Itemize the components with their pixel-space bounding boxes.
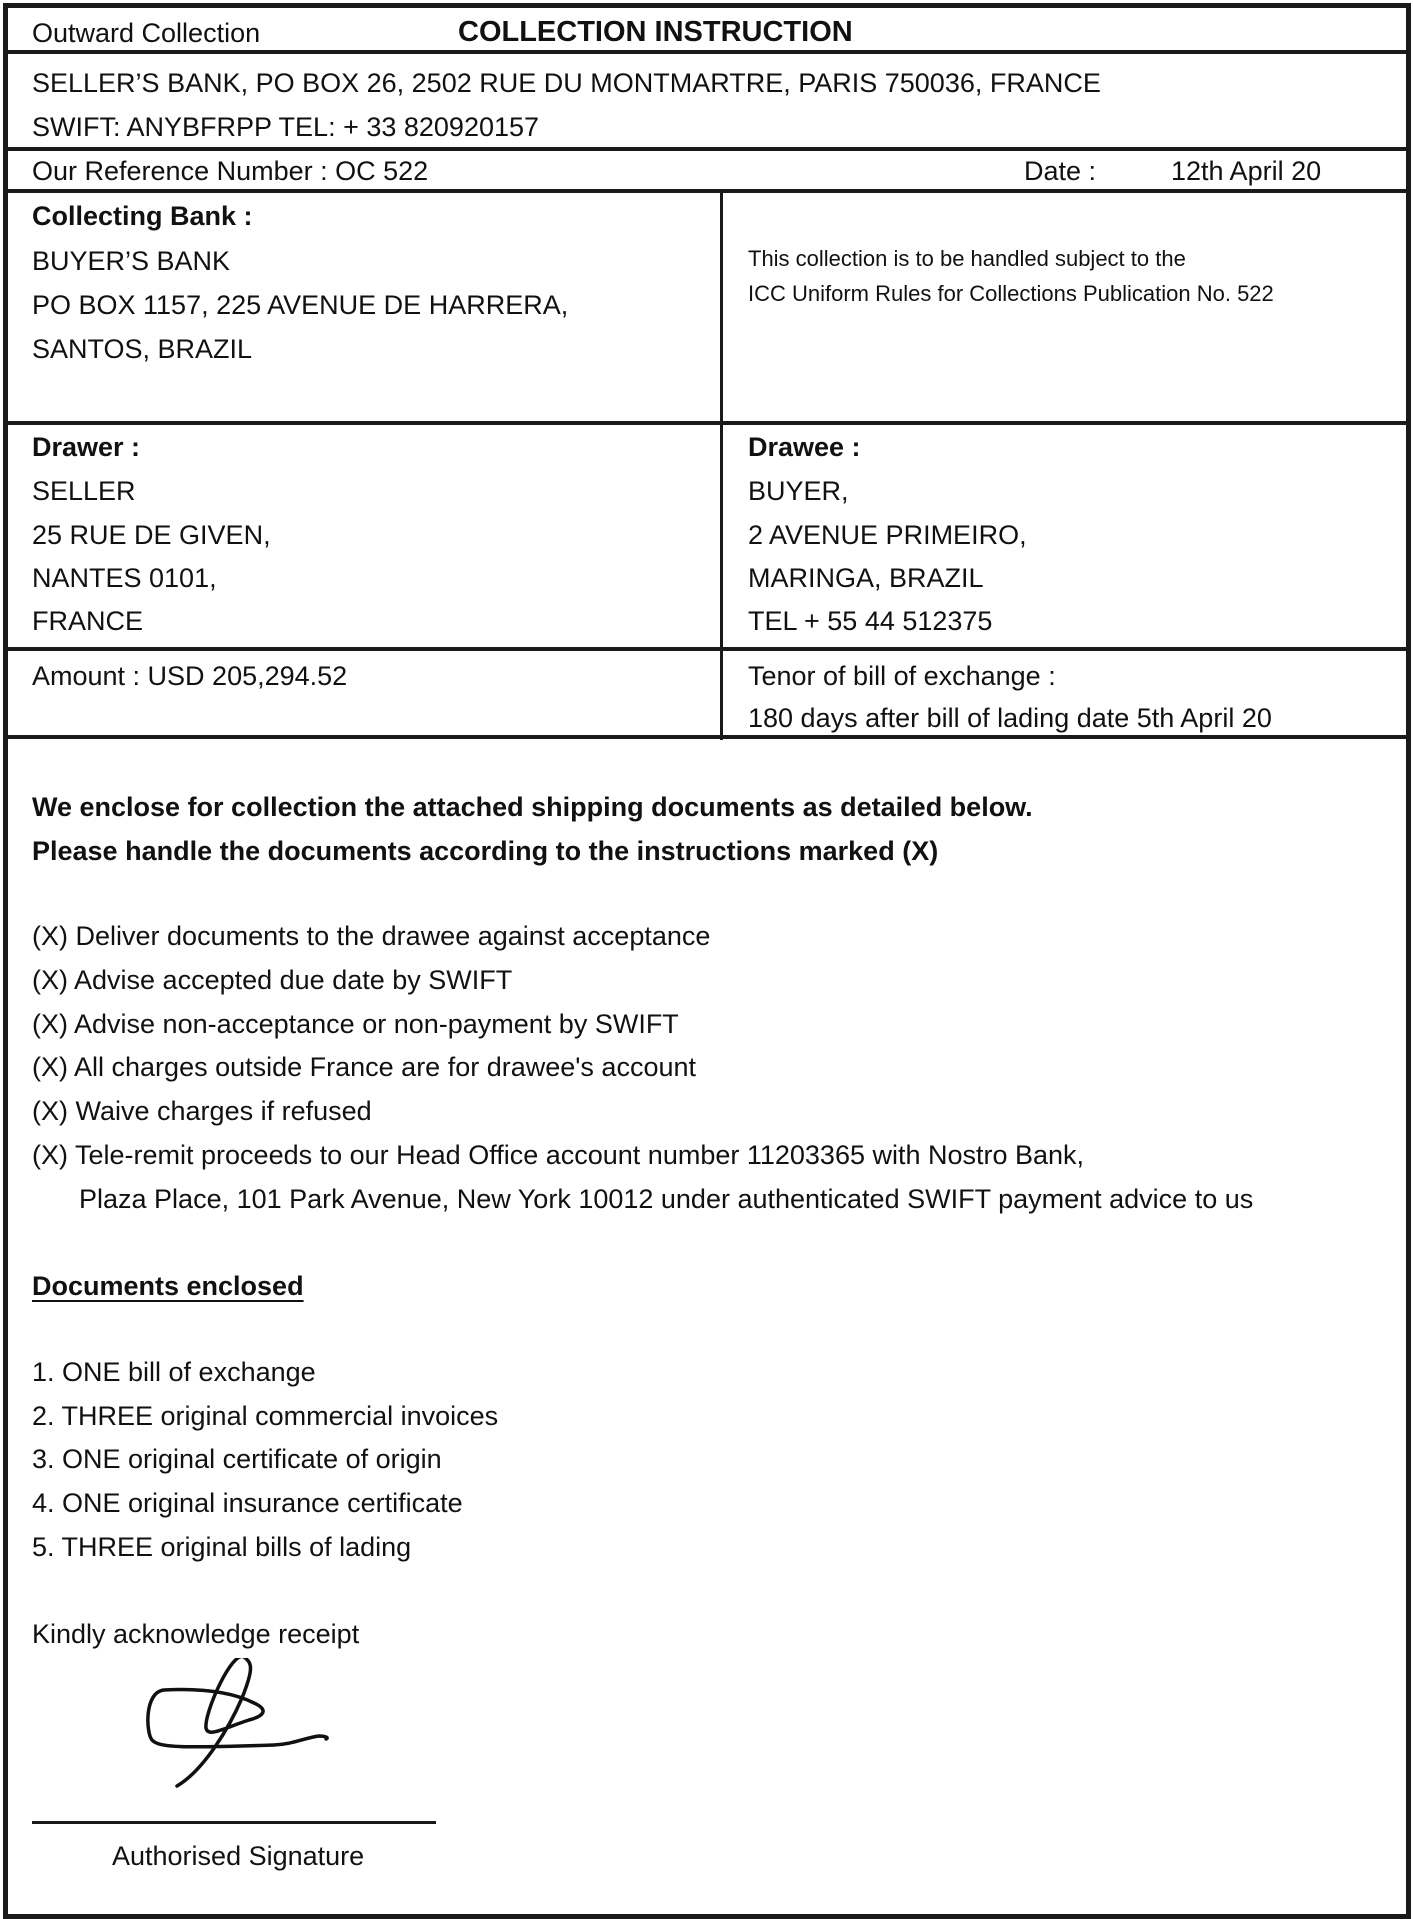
instruction-text: Tele-remit proceeds to our Head Office account number 11203365 with Nostro Bank,	[75, 1140, 1085, 1170]
drawee-line: MARINGA, BRAZIL	[748, 563, 984, 593]
instruction-item	[32, 967, 512, 994]
drawer-line: 25 RUE DE GIVEN,	[32, 520, 271, 550]
document-item: 1. ONE bill of exchange	[32, 1357, 316, 1387]
remitting-bank-contact: SWIFT: ANYBFRPP TEL: + 33 820920157	[32, 112, 540, 142]
instruction-mark: (X)	[32, 1052, 68, 1082]
instruction-continuation: Plaza Place, 101 Park Avenue, New York 10012 under authenticated SWIFT payment advice to us	[79, 1184, 1254, 1214]
drawee-line: TEL + 55 44 512375	[748, 606, 993, 636]
drawer-line: FRANCE	[32, 606, 144, 636]
drawer-line: NANTES 0101,	[32, 563, 217, 593]
date-label: Date :	[1024, 156, 1097, 186]
tenor-label: Tenor of bill of exchange :	[748, 661, 1056, 691]
document-item: 4. ONE original insurance certificate	[32, 1488, 463, 1518]
divider	[8, 189, 1406, 193]
date-value: 12th April 20	[1171, 156, 1322, 186]
divider	[8, 50, 1406, 54]
instruction-item	[32, 1142, 1084, 1169]
collecting-bank-line: SANTOS, BRAZIL	[32, 334, 253, 364]
instruction-item	[32, 1011, 679, 1038]
drawee-line: 2 AVENUE PRIMEIRO,	[748, 520, 1027, 550]
instruction-text: All charges outside France are for drawee's account	[74, 1052, 696, 1082]
divider	[8, 421, 1406, 425]
document-item: 5. THREE original bills of lading	[32, 1532, 412, 1562]
collecting-bank-line: BUYER’S BANK	[32, 246, 231, 276]
instruction-mark: (X)	[32, 921, 68, 951]
collecting-bank-label: Collecting Bank :	[32, 201, 253, 231]
documents-heading: Documents enclosed	[32, 1271, 304, 1301]
divider	[8, 647, 1406, 651]
closing-text: Kindly acknowledge receipt	[32, 1619, 360, 1649]
instruction-text: Advise non-acceptance or non-payment by SWIFT	[74, 1009, 679, 1039]
instruction-text: Advise accepted due date by SWIFT	[74, 965, 513, 995]
urc-note-line: This collection is to be handled subject to the	[748, 246, 1186, 271]
remitting-bank-address: SELLER’S BANK, PO BOX 26, 2502 RUE DU MONTMARTRE, PARIS 750036, FRANCE	[32, 68, 1101, 98]
divider	[8, 735, 1406, 739]
signature-label: Authorised Signature	[112, 1841, 365, 1871]
signature-scribble-icon	[104, 1658, 344, 1808]
instruction-mark: (X)	[32, 1096, 68, 1126]
drawer-label: Drawer :	[32, 432, 141, 462]
urc-note-line: ICC Uniform Rules for Collections Publication No. 522	[748, 281, 1274, 306]
drawee-line: BUYER,	[748, 476, 849, 506]
collection-instruction-form	[3, 3, 1411, 1919]
divider	[8, 147, 1406, 151]
signature-line	[32, 1821, 436, 1824]
instruction-mark: (X)	[32, 965, 68, 995]
instruction-item	[32, 923, 710, 950]
instruction-text: Waive charges if refused	[75, 1096, 372, 1126]
instruction-item	[32, 1054, 696, 1081]
instruction-text: Deliver documents to the drawee against acceptance	[75, 921, 711, 951]
instruction-item	[32, 1098, 372, 1125]
collection-type-label: Outward Collection	[32, 18, 261, 48]
instruction-mark: (X)	[32, 1009, 68, 1039]
reference-number: Our Reference Number : OC 522	[32, 156, 429, 186]
column-divider	[720, 192, 723, 740]
collecting-bank-line: PO BOX 1157, 225 AVENUE DE HARRERA,	[32, 290, 569, 320]
instruction-mark: (X)	[32, 1140, 68, 1170]
drawee-label: Drawee :	[748, 432, 861, 462]
intro-line: We enclose for collection the attached shipping documents as detailed below.	[32, 792, 1033, 822]
document-title: COLLECTION INSTRUCTION	[458, 16, 853, 48]
tenor-value: 180 days after bill of lading date 5th April 20	[748, 703, 1272, 733]
intro-line: Please handle the documents according to the instructions marked (X)	[32, 836, 939, 866]
document-item: 2. THREE original commercial invoices	[32, 1401, 499, 1431]
document-item: 3. ONE original certificate of origin	[32, 1444, 442, 1474]
drawer-line: SELLER	[32, 476, 136, 506]
amount: Amount : USD 205,294.52	[32, 661, 348, 691]
